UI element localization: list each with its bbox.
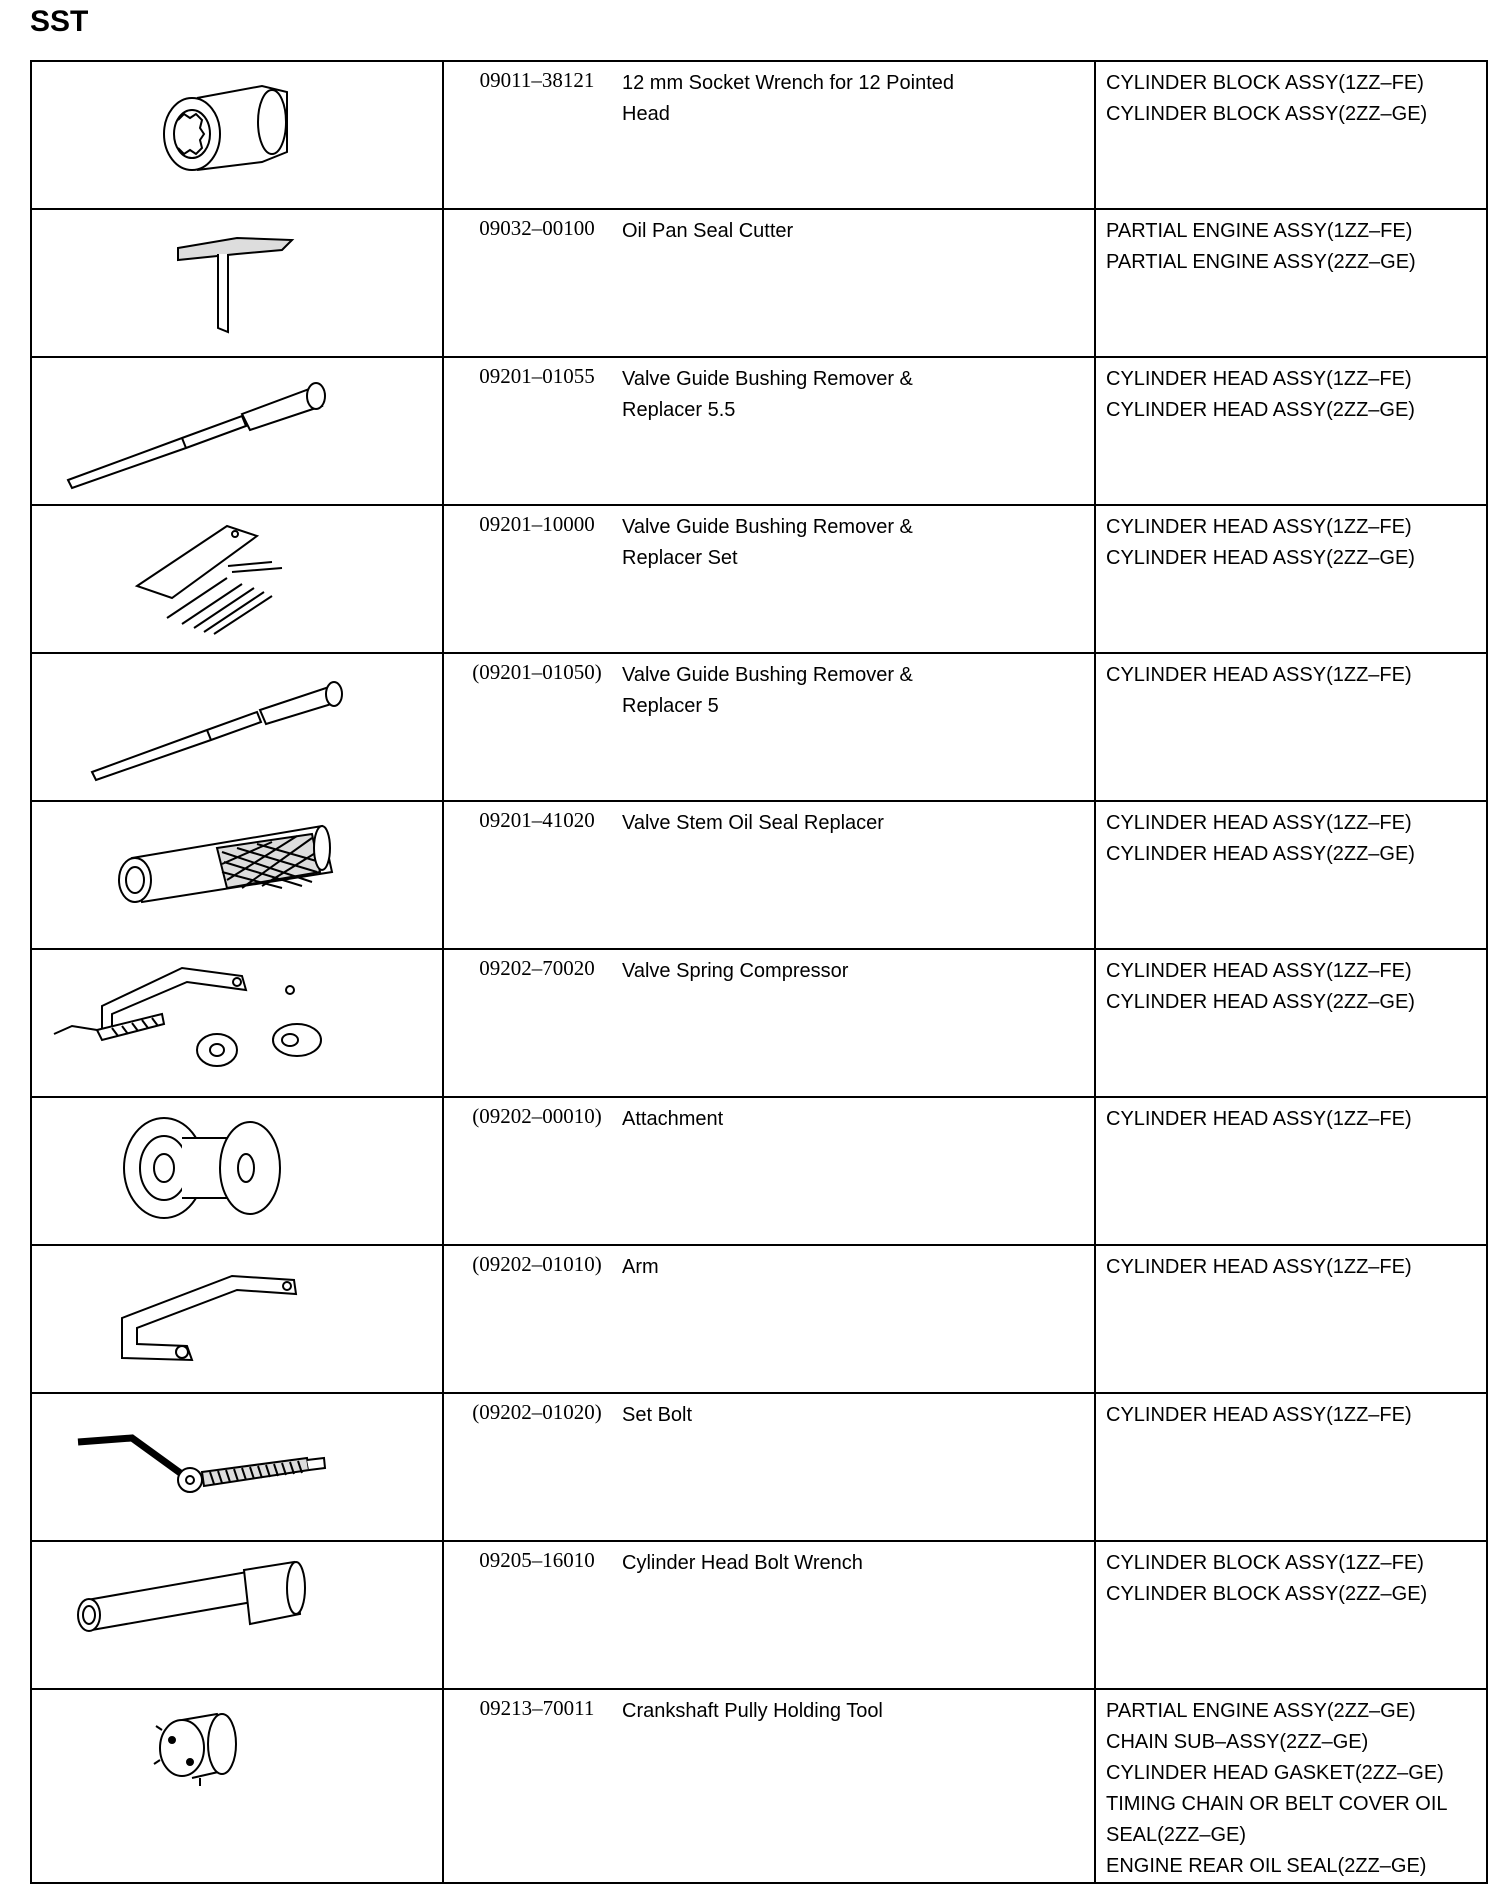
tool-info-cell	[443, 505, 1095, 653]
tool-image-cell	[31, 801, 443, 949]
table-row	[31, 505, 1487, 653]
part-number: 09213–70011	[479, 1696, 595, 1720]
part-number: 09202–70020	[479, 956, 595, 980]
part-number: 09201–41020	[479, 808, 595, 832]
tool-name: 12 mm Socket Wrench for 12 Pointed Head	[622, 72, 955, 125]
pulley-holding-tool-icon	[32, 1690, 442, 1882]
assembly-item: PARTIAL ENGINE ASSY(1ZZ–FE)	[1106, 220, 1413, 242]
tool-info-cell	[443, 1689, 1095, 1883]
assembly-item: CYLINDER HEAD ASSY(1ZZ–FE)	[1106, 368, 1412, 390]
assembly-item: CYLINDER HEAD ASSY(2ZZ–GE)	[1106, 991, 1415, 1013]
tool-info-cell	[443, 1393, 1095, 1541]
bushing-remover-icon	[32, 358, 442, 498]
head-bolt-wrench-icon	[32, 1542, 442, 1682]
tool-info-cell	[443, 949, 1095, 1097]
tool-name: Valve Guide Bushing Remover & Replacer Set	[622, 516, 913, 569]
assembly-item: CYLINDER HEAD ASSY(1ZZ–FE)	[1106, 664, 1412, 686]
assembly-item: CYLINDER HEAD GASKET(2ZZ–GE)	[1106, 1762, 1444, 1784]
table-row	[31, 1097, 1487, 1245]
applicable-assemblies	[1095, 357, 1487, 505]
part-number: 09205–16010	[479, 1548, 595, 1572]
applicable-assemblies	[1095, 61, 1487, 209]
applicable-assemblies	[1095, 1541, 1487, 1689]
set-bolt-icon	[32, 1394, 442, 1534]
assembly-item: SEAL(2ZZ–GE)	[1106, 1824, 1247, 1846]
tool-info-cell	[443, 801, 1095, 949]
tool-name: Valve Guide Bushing Remover & Replacer 5.5	[622, 368, 913, 421]
tool-info-cell	[443, 209, 1095, 357]
part-number: 09201–10000	[479, 512, 595, 536]
part-number: 09011–38121	[479, 68, 595, 92]
assembly-item: CYLINDER HEAD ASSY(1ZZ–FE)	[1106, 1256, 1412, 1278]
seal-replacer-icon	[32, 802, 442, 942]
table-row	[31, 1245, 1487, 1393]
socket-wrench-icon	[32, 62, 442, 202]
assembly-item: PARTIAL ENGINE ASSY(2ZZ–GE)	[1106, 1700, 1416, 1722]
tool-name: Arm	[622, 1256, 659, 1278]
part-number: (09202–01010)	[472, 1252, 602, 1276]
assembly-item: CYLINDER BLOCK ASSY(1ZZ–FE)	[1106, 72, 1424, 94]
assembly-item: PARTIAL ENGINE ASSY(2ZZ–GE)	[1106, 251, 1416, 273]
table-row	[31, 357, 1487, 505]
tool-image-cell	[31, 949, 443, 1097]
assembly-item: CYLINDER HEAD ASSY(1ZZ–FE)	[1106, 1404, 1412, 1426]
part-number: (09202–00010)	[472, 1104, 602, 1128]
part-number: 09201–01055	[479, 364, 595, 388]
tool-name: Crankshaft Pully Holding Tool	[622, 1700, 883, 1722]
tool-name: Set Bolt	[622, 1404, 693, 1426]
table-row	[31, 1689, 1487, 1883]
spring-compressor-icon	[32, 950, 442, 1090]
table-row	[31, 1541, 1487, 1689]
sst-table	[30, 60, 1488, 1884]
tool-info-cell	[443, 1541, 1095, 1689]
tool-name: Cylinder Head Bolt Wrench	[622, 1552, 863, 1574]
assembly-item: CYLINDER HEAD ASSY(1ZZ–FE)	[1106, 1108, 1412, 1130]
tool-name: Attachment	[622, 1108, 724, 1130]
seal-cutter-icon	[32, 210, 442, 350]
assembly-item: CYLINDER BLOCK ASSY(2ZZ–GE)	[1106, 1583, 1428, 1605]
assembly-item: CYLINDER HEAD ASSY(2ZZ–GE)	[1106, 399, 1415, 421]
tool-info-cell	[443, 357, 1095, 505]
attachment-icon	[32, 1098, 442, 1238]
assembly-item: TIMING CHAIN OR BELT COVER OIL	[1106, 1793, 1448, 1815]
tool-image-cell	[31, 1541, 443, 1689]
table-row	[31, 1393, 1487, 1541]
tool-image-cell	[31, 505, 443, 653]
part-number: (09202–01020)	[472, 1400, 602, 1424]
tool-name: Oil Pan Seal Cutter	[622, 220, 794, 242]
tool-image-cell	[31, 1393, 443, 1541]
page-title: SST	[30, 5, 89, 38]
applicable-assemblies	[1095, 1689, 1487, 1883]
assembly-item: CYLINDER BLOCK ASSY(2ZZ–GE)	[1106, 103, 1428, 125]
assembly-item: CYLINDER HEAD ASSY(2ZZ–GE)	[1106, 843, 1415, 865]
applicable-assemblies	[1095, 949, 1487, 1097]
applicable-assemblies	[1095, 801, 1487, 949]
tool-name: Valve Stem Oil Seal Replacer	[622, 812, 884, 834]
tool-image-cell	[31, 357, 443, 505]
tool-info-cell	[443, 61, 1095, 209]
tool-image-cell	[31, 1097, 443, 1245]
tool-name: Valve Spring Compressor	[622, 960, 849, 982]
applicable-assemblies	[1095, 1393, 1487, 1541]
part-number: (09201–01050)	[472, 660, 602, 684]
tool-info-cell	[443, 1097, 1095, 1245]
assembly-item: CYLINDER HEAD ASSY(2ZZ–GE)	[1106, 547, 1415, 569]
assembly-item: CYLINDER HEAD ASSY(1ZZ–FE)	[1106, 516, 1412, 538]
applicable-assemblies	[1095, 209, 1487, 357]
applicable-assemblies	[1095, 653, 1487, 801]
applicable-assemblies	[1095, 1097, 1487, 1245]
tool-name: Valve Guide Bushing Remover & Replacer 5	[622, 664, 913, 717]
tool-set-icon	[32, 506, 442, 646]
tool-image-cell	[31, 61, 443, 209]
assembly-item: CYLINDER HEAD ASSY(1ZZ–FE)	[1106, 812, 1412, 834]
bushing-remover-icon	[32, 654, 442, 794]
applicable-assemblies	[1095, 1245, 1487, 1393]
table-row	[31, 209, 1487, 357]
tool-image-cell	[31, 653, 443, 801]
applicable-assemblies	[1095, 505, 1487, 653]
tool-info-cell	[443, 1245, 1095, 1393]
assembly-item: CHAIN SUB–ASSY(2ZZ–GE)	[1106, 1731, 1369, 1753]
table-row	[31, 949, 1487, 1097]
tool-image-cell	[31, 1245, 443, 1393]
table-row	[31, 61, 1487, 209]
tool-image-cell	[31, 209, 443, 357]
assembly-item: CYLINDER HEAD ASSY(1ZZ–FE)	[1106, 960, 1412, 982]
part-number: 09032–00100	[479, 216, 595, 240]
assembly-item: ENGINE REAR OIL SEAL(2ZZ–GE)	[1106, 1855, 1427, 1877]
tool-image-cell	[31, 1689, 443, 1883]
table-row	[31, 801, 1487, 949]
table-row	[31, 653, 1487, 801]
assembly-item: CYLINDER BLOCK ASSY(1ZZ–FE)	[1106, 1552, 1424, 1574]
tool-info-cell	[443, 653, 1095, 801]
arm-icon	[32, 1246, 442, 1386]
